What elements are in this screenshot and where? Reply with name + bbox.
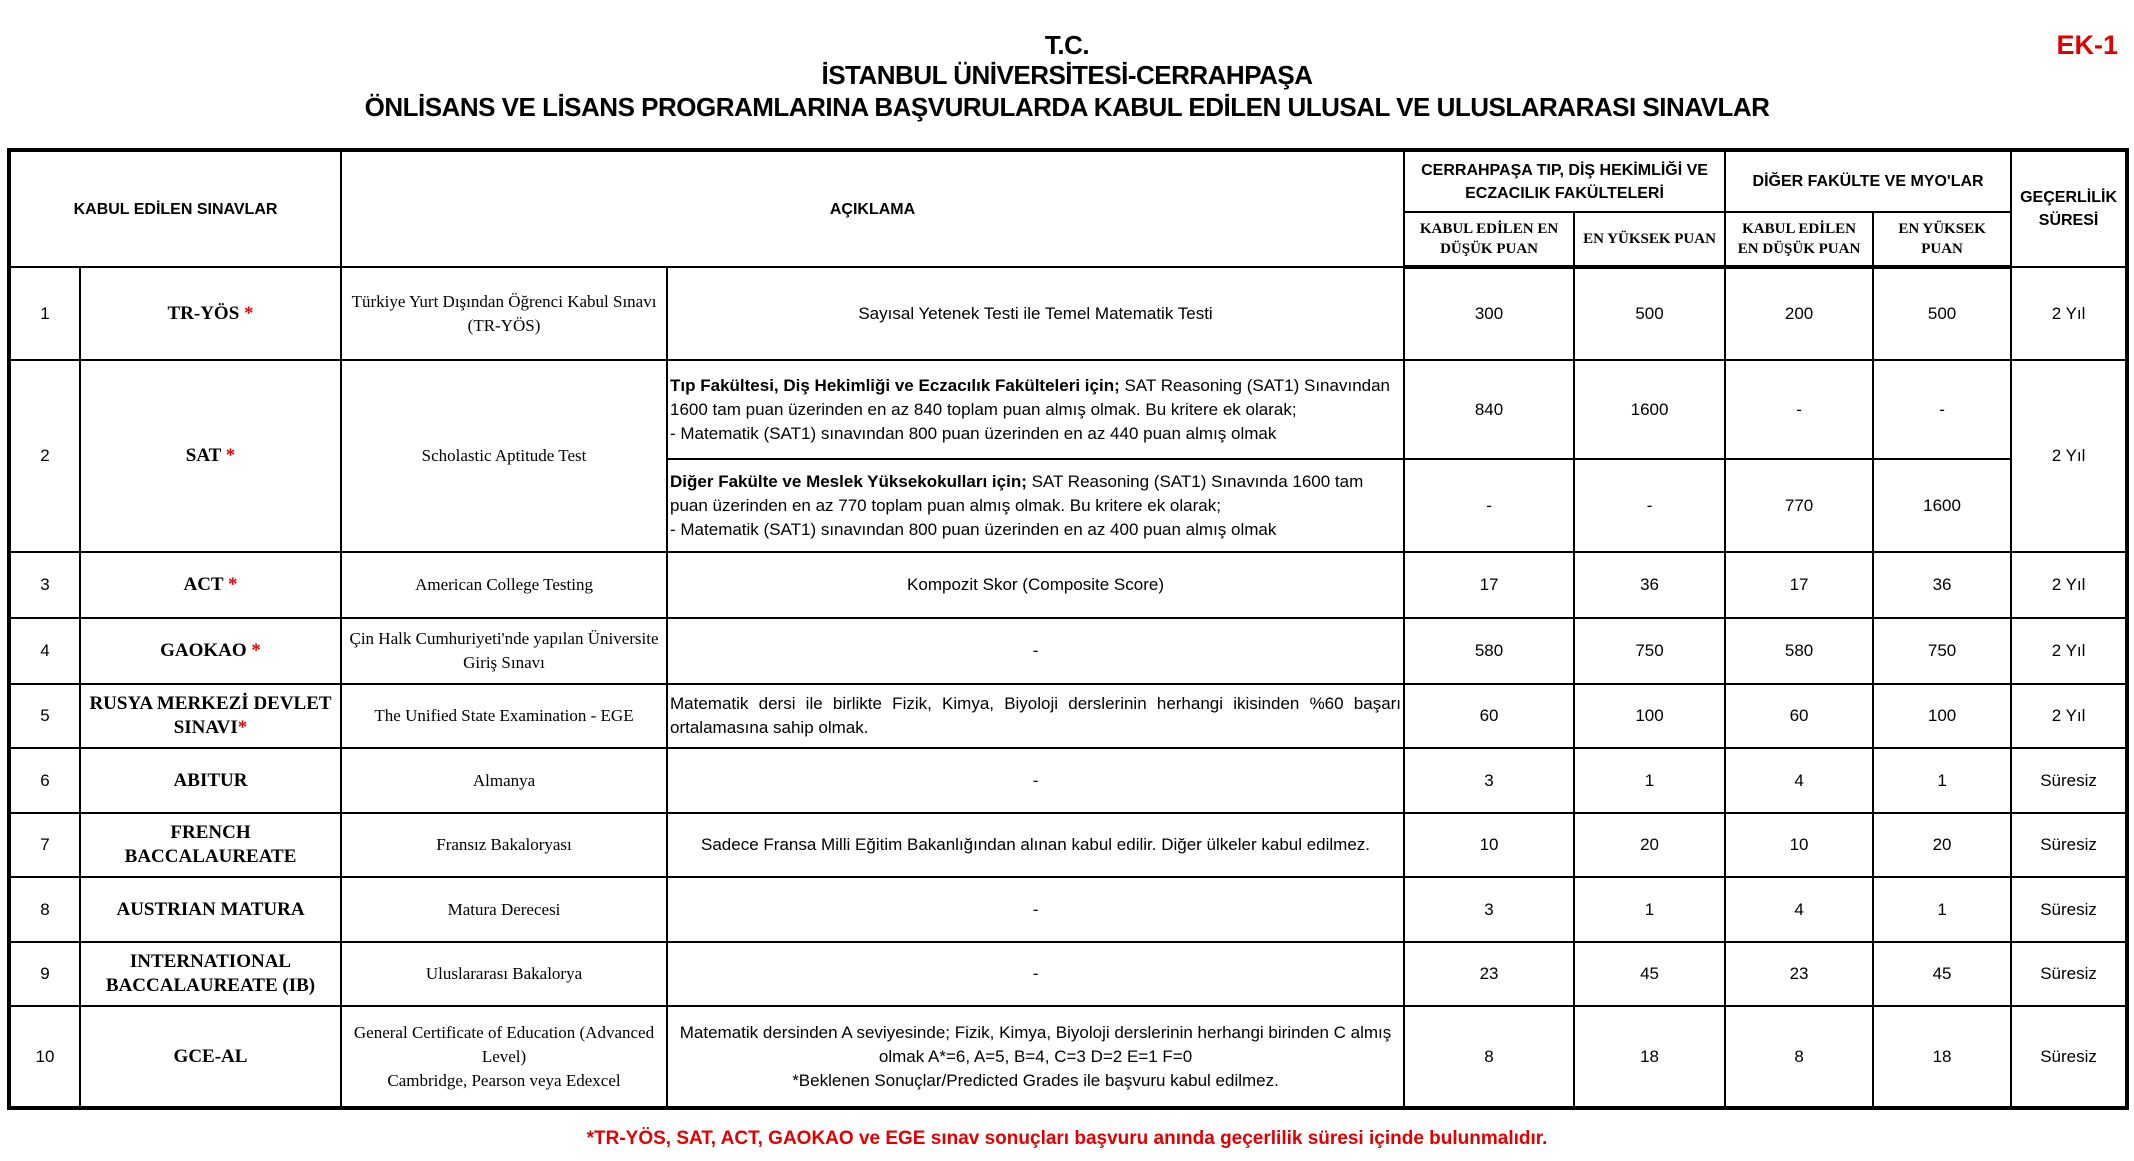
- exam-description: [667, 618, 1404, 684]
- row-number: 9: [9, 942, 80, 1006]
- description-text: -: [1032, 641, 1039, 660]
- score-g1-max: -: [1574, 459, 1725, 552]
- exam-name-text: FRENCH BACCALAUREATE: [124, 822, 297, 867]
- validity: 2 Yıl: [2011, 684, 2127, 748]
- score-g1-max: 45: [1574, 942, 1725, 1006]
- score-g1-max: 500: [1574, 267, 1725, 360]
- score-g1-min: 8: [1404, 1006, 1574, 1108]
- score-g1-min: 60: [1404, 684, 1574, 748]
- header-g2-min: KABUL EDİLEN EN DÜŞÜK PUAN: [1725, 212, 1873, 267]
- title-tc: T.C.: [1044, 30, 1090, 60]
- description-text: -: [1032, 899, 1039, 919]
- exam-description: [667, 459, 1404, 552]
- exam-name-text: GCE-AL: [173, 1045, 248, 1067]
- exam-description: [667, 684, 1404, 748]
- description-bold: Tıp Fakültesi, Diş Hekimliği ve Eczacılık Fakülteleri için;: [670, 375, 1120, 395]
- exam-full-name-text: American College Testing: [415, 575, 593, 594]
- exam-full-name-text: Matura Derecesi: [447, 899, 561, 919]
- score-g1-min: 840: [1404, 360, 1574, 459]
- score-g1-min: 23: [1404, 942, 1574, 1006]
- validity: Süresiz: [2011, 748, 2127, 813]
- exam-full-name: [341, 748, 667, 813]
- exam-description: [667, 552, 1404, 618]
- header-exams: KABUL EDİLEN SINAVLAR: [9, 150, 341, 267]
- annex-label: EK-1: [2056, 30, 2118, 60]
- exam-description: [667, 813, 1404, 877]
- exam-name: [80, 360, 341, 552]
- score-g1-max: 100: [1574, 684, 1725, 748]
- score-g2-min: 4: [1725, 748, 1873, 813]
- exam-name-text: RUSYA MERKEZİ DEVLET SINAVI: [89, 693, 332, 738]
- description-text: Matematik dersinden A seviyesinde; Fizik, Kimya, Biyoloji derslerinin herhangi birinden C almış olmak A*=6, A=5, B=4, C=3 D=2 E=1 F=0: [679, 1022, 1392, 1066]
- exam-name: [80, 618, 341, 684]
- row-number: 4: [9, 618, 80, 684]
- title-document: ÖNLİSANS VE LİSANS PROGRAMLARINA BAŞVURULARDA KABUL EDİLEN ULUSAL VE ULUSLARARASI SINAVLAR: [364, 92, 1770, 122]
- score-g2-max: 750: [1873, 618, 2011, 684]
- header-validity: GEÇERLİLİK SÜRESİ: [2011, 150, 2127, 267]
- exam-name-text: SAT: [185, 445, 221, 466]
- score-g2-max: 100: [1873, 684, 2011, 748]
- score-g1-max: 1: [1574, 877, 1725, 942]
- exam-full-name-text: The Unified State Examination - EGE: [374, 706, 634, 725]
- header-g1-max: EN YÜKSEK PUAN: [1574, 212, 1725, 267]
- description-text: -: [1032, 964, 1039, 983]
- score-g2-max: 20: [1873, 813, 2011, 877]
- row-number: 6: [9, 748, 80, 813]
- row-number: 5: [9, 684, 80, 748]
- score-g2-min: 580: [1725, 618, 1873, 684]
- description-bold: Diğer Fakülte ve Meslek Yüksekokulları için;: [670, 471, 1027, 491]
- exam-full-name: [341, 360, 667, 552]
- score-g2-min: 8: [1725, 1006, 1873, 1108]
- score-g2-max: 18: [1873, 1006, 2011, 1108]
- exam-full-name: [341, 877, 667, 942]
- score-g2-min: 23: [1725, 942, 1873, 1006]
- validity: Süresiz: [2011, 1006, 2127, 1108]
- table-row: [9, 942, 2127, 1006]
- exam-description: [667, 877, 1404, 942]
- row-number: 3: [9, 552, 80, 618]
- exam-description: [667, 360, 1404, 459]
- required-asterisk: *: [237, 717, 248, 738]
- exam-full-name-line2: Cambridge, Pearson veya Edexcel: [387, 1070, 621, 1090]
- exam-name: [80, 552, 341, 618]
- exam-name-text: ACT: [183, 574, 224, 595]
- validity: Süresiz: [2011, 877, 2127, 942]
- exam-full-name-text: General Certificate of Education (Advanced Level): [353, 1022, 655, 1066]
- score-g1-min: 580: [1404, 618, 1574, 684]
- score-g2-min: -: [1725, 360, 1873, 459]
- score-g1-max: 20: [1574, 813, 1725, 877]
- validity: 2 Yıl: [2011, 552, 2127, 618]
- description-text: SAT Reasoning (SAT1) Sınavında 1600 tam puan üzerinden en az 770 toplam puan almış olmak. Bu kritere ek olarak;: [670, 471, 1364, 515]
- exam-full-name-text: Çin Halk Cumhuriyeti'nde yapılan Üniversite Giriş Sınavı: [349, 629, 659, 672]
- table-row: [9, 618, 2127, 684]
- score-g2-max: 500: [1873, 267, 2011, 360]
- exam-name-text: GAOKAO: [160, 640, 247, 661]
- score-g1-min: 300: [1404, 267, 1574, 360]
- exam-full-name: [341, 1006, 667, 1108]
- title-university: İSTANBUL ÜNİVERSİTESİ-CERRAHPAŞA: [821, 60, 1313, 90]
- table-row: [9, 267, 2127, 360]
- exam-name: [80, 942, 341, 1006]
- score-g2-min: 10: [1725, 813, 1873, 877]
- table-row: [9, 552, 2127, 618]
- description-text: Kompozit Skor (Composite Score): [907, 575, 1165, 594]
- exam-full-name: [341, 552, 667, 618]
- validity: 2 Yıl: [2011, 360, 2127, 552]
- description-text: Matematik dersi ile birlikte Fizik, Kimya, Biyoloji derslerinin herhangi ikisinden %60 başarı ortalamasına sahip olmak.: [670, 694, 1402, 737]
- description-line2: - Matematik (SAT1) sınavından 800 puan üzerinden en az 440 puan almış olmak: [670, 423, 1277, 443]
- description-text: -: [1032, 770, 1039, 790]
- header-g2-max: EN YÜKSEK PUAN: [1873, 212, 2011, 267]
- table-row: [9, 684, 2127, 748]
- score-g2-max: 1: [1873, 748, 2011, 813]
- exam-full-name: [341, 618, 667, 684]
- validity: Süresiz: [2011, 813, 2127, 877]
- description-line2: *Beklenen Sonuçlar/Predicted Grades ile başvuru kabul edilmez.: [792, 1070, 1279, 1090]
- exam-full-name-text: Almanya: [472, 770, 536, 790]
- row-number: 2: [9, 360, 80, 552]
- header-g1-min: KABUL EDİLEN EN DÜŞÜK PUAN: [1404, 212, 1574, 267]
- exams-table: [7, 148, 2129, 1110]
- score-g2-min: 770: [1725, 459, 1873, 552]
- row-number: 8: [9, 877, 80, 942]
- exam-full-name-text: Uluslararası Bakalorya: [425, 964, 583, 983]
- exam-full-name: [341, 813, 667, 877]
- table-body: [9, 267, 2127, 1108]
- row-number: 7: [9, 813, 80, 877]
- score-g2-max: 36: [1873, 552, 2011, 618]
- exam-description: [667, 942, 1404, 1006]
- validity: 2 Yıl: [2011, 267, 2127, 360]
- score-g2-min: 60: [1725, 684, 1873, 748]
- exam-name-text: TR-YÖS: [167, 302, 240, 324]
- description-line2: - Matematik (SAT1) sınavından 800 puan üzerinden en az 400 puan almış olmak: [670, 519, 1277, 539]
- score-g1-max: 750: [1574, 618, 1725, 684]
- required-asterisk: *: [228, 574, 238, 595]
- score-g2-min: 17: [1725, 552, 1873, 618]
- table-row: [9, 748, 2127, 813]
- exam-name: [80, 877, 341, 942]
- exam-full-name-text: Türkiye Yurt Dışından Öğrenci Kabul Sınavı (TR-YÖS): [351, 291, 657, 335]
- score-g1-max: 1600: [1574, 360, 1725, 459]
- description-text: Sayısal Yetenek Testi ile Temel Matematik Testi: [858, 303, 1213, 323]
- score-g1-min: 3: [1404, 877, 1574, 942]
- exam-name: [80, 813, 341, 877]
- table-row: [9, 1006, 2127, 1108]
- footnote: *TR-YÖS, SAT, ACT, GAOKAO ve EGE sınav sonuçları başvuru anında geçerlilik süresi içinde bulunmalıdır.: [586, 1128, 1548, 1149]
- header-group-other: DİĞER FAKÜLTE VE MYO'LAR: [1725, 150, 2011, 212]
- exam-name: [80, 684, 341, 748]
- exam-description: [667, 267, 1404, 360]
- row-number: 1: [9, 267, 80, 360]
- table-row: [9, 877, 2127, 942]
- header-group-medical: CERRAHPAŞA TIP, DİŞ HEKİMLİĞİ VE ECZACILIK FAKÜLTELERİ: [1404, 150, 1725, 212]
- description-text: SAT Reasoning (SAT1) Sınavından 1600 tam puan üzerinden en az 840 toplam puan almış olmak. Bu kritere ek olarak;: [670, 375, 1391, 419]
- exam-name-text: AUSTRIAN MATURA: [116, 898, 305, 920]
- row-number: 10: [9, 1006, 80, 1108]
- exam-description: [667, 748, 1404, 813]
- exam-name: [80, 267, 341, 360]
- exam-name: [80, 748, 341, 813]
- description-text: Sadece Fransa Milli Eğitim Bakanlığından alınan kabul edilir. Diğer ülkeler kabul edilmez.: [701, 835, 1371, 854]
- score-g1-max: 1: [1574, 748, 1725, 813]
- exam-description: [667, 1006, 1404, 1108]
- exam-full-name: [341, 267, 667, 360]
- required-asterisk: *: [251, 640, 261, 661]
- exam-full-name: [341, 942, 667, 1006]
- exam-full-name-text: Fransız Bakaloryası: [436, 835, 572, 854]
- score-g1-max: 36: [1574, 552, 1725, 618]
- exam-name-text: ABITUR: [173, 769, 248, 791]
- required-asterisk: *: [225, 445, 236, 466]
- score-g1-max: 18: [1574, 1006, 1725, 1108]
- score-g2-min: 200: [1725, 267, 1873, 360]
- exam-name-text: INTERNATIONAL BACCALAUREATE (IB): [105, 951, 316, 996]
- score-g1-min: 10: [1404, 813, 1574, 877]
- table-row: [9, 813, 2127, 877]
- header-description: AÇIKLAMA: [341, 150, 1404, 267]
- table-row: [9, 360, 2127, 459]
- score-g2-max: 45: [1873, 942, 2011, 1006]
- validity: 2 Yıl: [2011, 618, 2127, 684]
- exam-full-name-text: Scholastic Aptitude Test: [421, 446, 587, 465]
- score-g1-min: 17: [1404, 552, 1574, 618]
- validity: Süresiz: [2011, 942, 2127, 1006]
- exam-full-name: [341, 684, 667, 748]
- score-g2-min: 4: [1725, 877, 1873, 942]
- score-g2-max: 1: [1873, 877, 2011, 942]
- exam-name: [80, 1006, 341, 1108]
- score-g2-max: -: [1873, 360, 2011, 459]
- score-g2-max: 1600: [1873, 459, 2011, 552]
- score-g1-min: -: [1404, 459, 1574, 552]
- score-g1-min: 3: [1404, 748, 1574, 813]
- required-asterisk: *: [244, 302, 254, 324]
